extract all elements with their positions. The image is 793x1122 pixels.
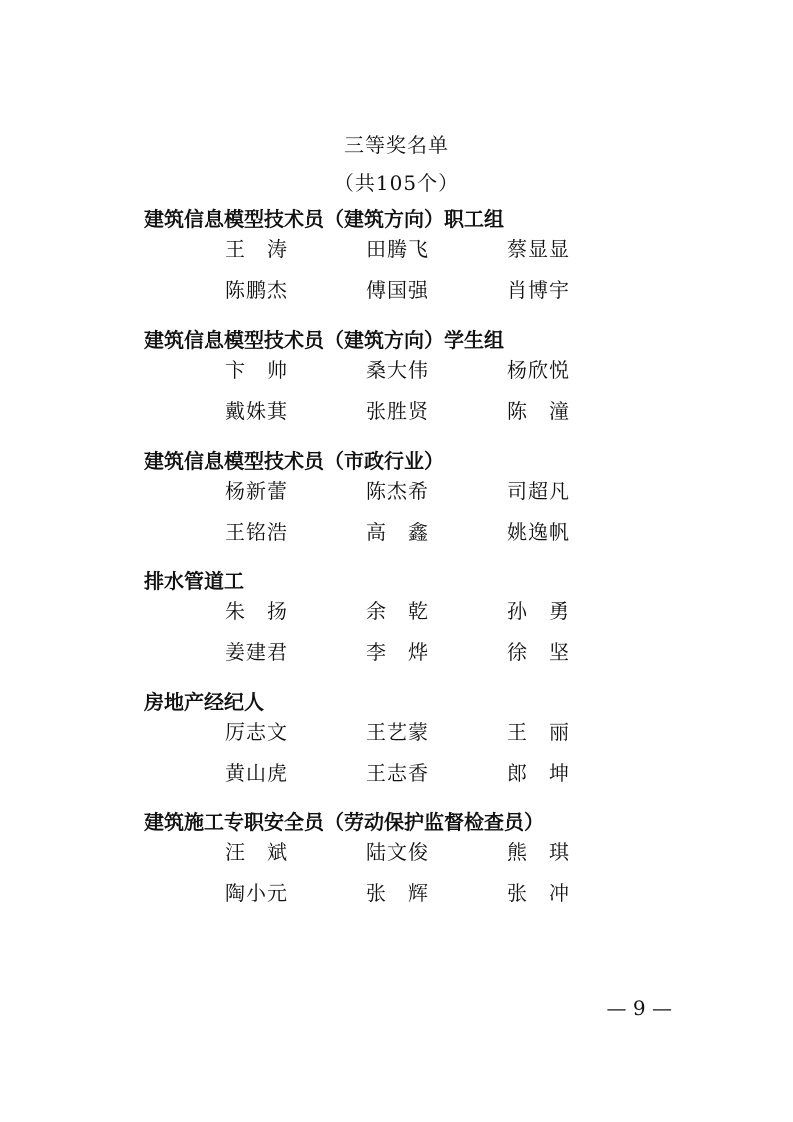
document-subtitle: （共105个）: [333, 171, 460, 195]
winner-name: 徐 坚: [507, 640, 570, 664]
winner-name: 卞 帅: [225, 358, 288, 382]
award-section: [144, 569, 704, 675]
section-heading: 房地产经纪人: [144, 690, 264, 714]
names-grid: [144, 840, 704, 922]
winner-name: 余 乾: [366, 599, 429, 623]
names-row: [144, 761, 704, 802]
winner-name: 陈 潼: [507, 399, 570, 423]
winner-name: 田腾飞: [366, 237, 429, 261]
names-row: [144, 358, 704, 399]
winner-name: 王铭浩: [225, 520, 288, 544]
names-row: [144, 881, 704, 922]
names-row: [144, 479, 704, 520]
winner-name: 郎 坤: [507, 761, 570, 785]
winner-name: 孙 勇: [507, 599, 570, 623]
winner-name: 张 辉: [366, 881, 429, 905]
winner-name: 杨新蕾: [225, 479, 288, 503]
names-row: [144, 640, 704, 681]
page-number: — 9 —: [606, 996, 672, 1020]
names-grid: [144, 720, 704, 802]
winner-name: 高 鑫: [366, 520, 429, 544]
section-heading: 建筑信息模型技术员（市政行业）: [144, 449, 444, 473]
names-row: [144, 278, 704, 319]
winner-name: 姜建君: [225, 640, 288, 664]
winner-name: 杨欣悦: [507, 358, 570, 382]
winner-name: 桑大伟: [366, 358, 429, 382]
award-section: [144, 449, 704, 555]
award-section: [144, 690, 704, 796]
winner-name: 王 丽: [507, 720, 570, 744]
winner-name: 朱 扬: [225, 599, 288, 623]
names-row: [144, 520, 704, 561]
award-section: [144, 328, 704, 434]
winner-name: 司超凡: [507, 479, 570, 503]
winner-name: 李 烨: [366, 640, 429, 664]
winner-name: 陈杰希: [366, 479, 429, 503]
winner-name: 王艺蒙: [366, 720, 429, 744]
winner-name: 蔡显显: [507, 237, 570, 261]
winner-name: 张胜贤: [366, 399, 429, 423]
names-grid: [144, 479, 704, 561]
winner-name: 傅国强: [366, 278, 429, 302]
winner-name: 陶小元: [225, 881, 288, 905]
winner-name: 汪 斌: [225, 840, 288, 864]
names-row: [144, 399, 704, 440]
award-section: [144, 207, 704, 313]
award-section: [144, 810, 704, 916]
winner-name: 姚逸帆: [507, 520, 570, 544]
winner-name: 戴姝萁: [225, 399, 288, 423]
winner-name: 熊 琪: [507, 840, 570, 864]
names-row: [144, 720, 704, 761]
winner-name: 厉志文: [225, 720, 288, 744]
winner-name: 王志香: [366, 761, 429, 785]
section-heading: 建筑信息模型技术员（建筑方向）职工组: [144, 207, 504, 231]
names-grid: [144, 237, 704, 319]
winner-name: 王 涛: [225, 237, 288, 261]
names-row: [144, 840, 704, 881]
names-grid: [144, 358, 704, 440]
section-heading: 排水管道工: [144, 569, 244, 593]
section-heading: 建筑施工专职安全员（劳动保护监督检查员）: [144, 810, 544, 834]
names-row: [144, 237, 704, 278]
winner-name: 肖博宇: [507, 278, 570, 302]
winner-name: 张 冲: [507, 881, 570, 905]
winner-name: 陆文俊: [366, 840, 429, 864]
winner-name: 陈鹏杰: [225, 278, 288, 302]
document-title: 三等奖名单: [344, 133, 449, 157]
names-row: [144, 599, 704, 640]
winner-name: 黄山虎: [225, 761, 288, 785]
section-heading: 建筑信息模型技术员（建筑方向）学生组: [144, 328, 504, 352]
names-grid: [144, 599, 704, 681]
